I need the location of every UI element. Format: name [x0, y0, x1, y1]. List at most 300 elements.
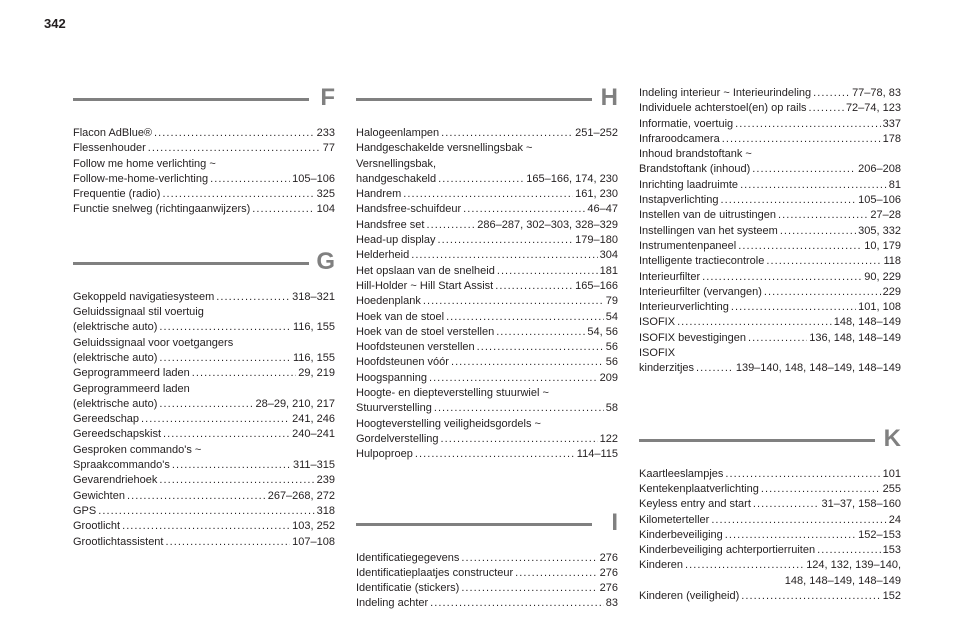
index-entry-pages: 116, 155 [292, 351, 335, 364]
index-entry-heading: Handgeschakelde versnellingsbak ~ [356, 142, 533, 155]
index-entry-heading: ISOFIX [639, 347, 676, 360]
index-entry-row [639, 132, 901, 147]
index-entry [356, 233, 618, 248]
section-letter: K [883, 424, 901, 452]
index-entry-row [639, 589, 901, 604]
index-entry [356, 141, 618, 187]
index-entry [356, 551, 618, 566]
index-column-1 [73, 84, 335, 550]
index-entry-term: Flacon AdBlue® [73, 127, 153, 139]
index-entry [73, 366, 335, 381]
dot-leader [98, 504, 314, 519]
index-entry [639, 482, 901, 497]
index-entry-row [356, 401, 618, 416]
dot-leader [496, 325, 585, 340]
index-entry-term: Informatie, voertuig [639, 117, 734, 130]
section-divider [356, 523, 592, 526]
index-entry [639, 117, 901, 132]
section-divider [73, 98, 309, 101]
dot-leader [426, 218, 475, 233]
index-entry-term: Identificatieplaatjes constructeur [356, 566, 514, 579]
index-entry-row [639, 254, 901, 269]
index-entry [356, 202, 618, 217]
dot-leader [122, 519, 290, 534]
index-entry-pages: 165–166 [575, 279, 618, 292]
dot-leader [497, 264, 598, 279]
index-entry-term: Instellen van de uitrustingen [639, 209, 776, 222]
index-entry-term: Kinderbeveiliging [639, 528, 723, 541]
section-letter: I [611, 508, 618, 536]
index-entry [73, 473, 335, 488]
dot-leader [216, 290, 290, 305]
page-number: 342 [44, 16, 66, 31]
index-entry-row [356, 279, 618, 294]
index-entry-term: Interieurverlichting [639, 301, 729, 314]
index-entry-heading: Versnellingsbak, [356, 157, 437, 170]
section-letter: G [316, 247, 335, 275]
index-entry [639, 331, 901, 346]
index-entry [356, 386, 618, 417]
index-entry [639, 208, 901, 223]
index-entry-row [73, 290, 335, 305]
index-entry-pages: 318–321 [292, 290, 335, 303]
dot-leader [748, 331, 807, 346]
dot-leader [127, 489, 266, 504]
index-entry-row [639, 239, 901, 254]
index-entry-pages: 77–78, 83 [852, 87, 901, 99]
index-entry-row [73, 458, 335, 473]
index-entry-row [73, 473, 335, 488]
dot-leader [463, 202, 585, 217]
index-entry [639, 558, 901, 589]
dot-leader [766, 254, 881, 269]
dot-leader [677, 315, 832, 330]
index-entry [73, 126, 335, 141]
dot-leader [809, 101, 844, 116]
index-entry-pages: 337 [882, 117, 901, 130]
index-entry [73, 382, 335, 413]
section-letter: F [320, 84, 335, 111]
index-entry-term: ISOFIX [639, 316, 676, 329]
dot-leader [725, 467, 880, 482]
dot-leader [159, 473, 314, 488]
index-entry [73, 157, 335, 188]
index-entry-term: Halogeenlampen [356, 127, 440, 139]
index-entry-row [356, 202, 618, 217]
dot-leader [515, 566, 597, 581]
dot-leader [696, 361, 734, 376]
dot-leader [141, 412, 290, 427]
index-entry-term: (elektrische auto) [73, 397, 158, 410]
index-entry-pages: 136, 148, 148–149 [809, 331, 901, 344]
index-entry-row [639, 558, 901, 573]
index-entry-term: Identificatiegegevens [356, 551, 460, 564]
dot-leader [192, 366, 297, 381]
index-entry-term: Instellingen van het systeem [639, 224, 778, 237]
dot-leader [735, 117, 880, 132]
index-entry-term: Handsfree-schuifdeur [356, 203, 462, 216]
dot-leader [764, 285, 881, 300]
dot-leader [438, 233, 574, 248]
index-entry-pages: 241, 246 [292, 413, 335, 426]
index-entry [356, 264, 618, 279]
section-header [73, 248, 335, 284]
index-entry-pages: 152 [882, 590, 901, 603]
index-entry-term: Gordelverstelling [356, 432, 439, 445]
index-entry-term: Kinderen [639, 559, 684, 572]
index-entry-row [73, 412, 335, 427]
index-entry-row [639, 497, 901, 512]
dot-leader [434, 401, 604, 416]
index-entry-term: handgeschakeld [356, 172, 437, 185]
dot-leader [403, 187, 573, 202]
index-entry-pages: 233 [316, 127, 335, 139]
dot-leader [162, 187, 314, 202]
index-entry-term: Hoek van de stoel verstellen [356, 325, 495, 338]
index-entry-row [73, 351, 335, 366]
index-entry-term: Brandstoftank (inhoud) [639, 163, 751, 176]
index-entry [73, 187, 335, 202]
index-entry-term: kinderzitjes [639, 362, 695, 375]
index-entry [639, 254, 901, 269]
index-entry [73, 305, 335, 336]
index-entry-term: Hoofdsteunen verstellen [356, 341, 475, 354]
index-entry-row [356, 566, 618, 581]
dot-leader [702, 270, 862, 285]
index-section [639, 425, 901, 605]
dot-leader [711, 513, 886, 528]
index-entry-row [73, 489, 335, 504]
index-entry-row [639, 331, 901, 346]
index-entry-row [73, 427, 335, 442]
dot-leader [738, 239, 862, 254]
index-entry-row [73, 320, 335, 335]
index-entry [356, 187, 618, 202]
index-entry-row [639, 285, 901, 300]
index-entry-term: Handrem [356, 188, 402, 201]
section-letter: H [600, 84, 618, 111]
index-entry [639, 270, 901, 285]
index-entry-term: Interieurfilter [639, 270, 701, 283]
dot-leader [722, 132, 881, 147]
index-entry-term: Individuele achterstoel(en) op rails [639, 102, 807, 115]
dot-leader [429, 371, 598, 386]
index-entry-pages: 209 [599, 371, 618, 384]
index-entry-pages: 56 [605, 356, 618, 369]
index-entry [639, 589, 901, 604]
index-entry [73, 141, 335, 156]
index-entry-row [73, 504, 335, 519]
index-entry-pages: 206–208 [858, 163, 901, 176]
dot-leader [817, 543, 881, 558]
dot-leader [741, 589, 880, 604]
index-entry-pages: 28–29, 210, 217 [255, 397, 335, 410]
index-entry-pages: 103, 252 [292, 520, 335, 533]
dot-leader [159, 397, 253, 412]
index-entry-term: Intelligente tractiecontrole [639, 255, 765, 268]
index-entry [356, 447, 618, 462]
index-entry [356, 294, 618, 309]
index-entry-term: Gereedschap [73, 413, 140, 426]
index-entry-row [73, 535, 335, 550]
index-entry-pages: 251–252 [575, 127, 618, 139]
dot-leader [740, 178, 887, 193]
index-entry-pages: 83 [605, 597, 618, 610]
index-entry-term: (elektrische auto) [73, 321, 158, 334]
dot-leader [813, 86, 850, 101]
dot-leader [725, 528, 856, 543]
index-entry-pages: 152–153 [858, 528, 901, 541]
index-entry-term: Interieurfilter (vervangen) [639, 285, 762, 298]
section-header [73, 84, 335, 120]
index-entry [73, 412, 335, 427]
index-entry-row [356, 218, 618, 233]
index-entry-term: Hill-Holder ~ Hill Start Assist [356, 279, 494, 292]
index-entry-term: Gekoppeld navigatiesysteem [73, 290, 215, 303]
index-entry-row [356, 596, 618, 611]
index-entry-pages: 105–106 [292, 172, 335, 185]
index-entry-pages: 276 [599, 566, 618, 579]
index-entry-row [356, 126, 618, 141]
index-entry-row [356, 264, 618, 279]
index-entry [73, 519, 335, 534]
dot-leader [163, 427, 290, 442]
index-entry-term: Identificatie (stickers) [356, 582, 460, 595]
index-entry [356, 371, 618, 386]
index-entry-pages: 148, 148–149 [833, 316, 901, 329]
index-entry-pages: 153 [882, 544, 901, 557]
index-entry-row [356, 187, 618, 202]
index-entry-row [639, 117, 901, 132]
dot-leader [154, 126, 315, 141]
index-entry-row [639, 300, 901, 315]
index-entry-pages: 286–287, 302–303, 328–329 [477, 218, 618, 231]
index-column-2 [356, 84, 618, 612]
index-entry-term: Infraroodcamera [639, 132, 720, 145]
index-entry-pages: 10, 179 [864, 239, 901, 252]
dot-leader [780, 224, 856, 239]
index-entry-pages: 90, 229 [864, 270, 901, 283]
dot-leader [461, 551, 597, 566]
index-entry-pages: 161, 230 [575, 188, 618, 201]
index-entry-pages: 139–140, 148, 148–149, 148–149 [735, 362, 901, 375]
dot-leader [778, 208, 868, 223]
section-header [356, 509, 618, 545]
index-entry-term: Grootlichtassistent [73, 535, 164, 548]
dot-leader [430, 596, 604, 611]
index-entry [356, 126, 618, 141]
index-entry-pages: 276 [599, 582, 618, 595]
dot-leader [252, 202, 314, 217]
index-entry-pages: 311–315 [292, 459, 335, 472]
index-entry-term: ISOFIX bevestigingen [639, 331, 747, 344]
dot-leader [415, 447, 575, 462]
index-entry-pages: 54, 56 [587, 325, 618, 338]
index-entry-pages: 46–47 [587, 203, 618, 216]
index-entry-term: Gewichten [73, 489, 125, 502]
index-entry-row [73, 397, 335, 412]
index-entry [639, 101, 901, 116]
dot-leader [148, 141, 321, 156]
dot-leader [411, 248, 597, 263]
dot-leader [461, 581, 597, 596]
index-entry-term: Handsfree set [356, 218, 425, 231]
index-entry-term: Kaartleeslampjes [639, 467, 724, 480]
index-entry-row [639, 193, 901, 208]
index-entry-term: Hoedenplank [356, 295, 421, 308]
dot-leader [441, 126, 573, 141]
index-entry-pages: 240–241 [292, 428, 335, 441]
index-entry-heading: Hoogte- en diepteverstelling stuurwiel ~ [356, 387, 549, 400]
index-entry-pages: 105–106 [858, 194, 901, 207]
index-entry-row [639, 482, 901, 497]
dot-leader [685, 558, 804, 573]
dot-leader [721, 193, 857, 208]
index-entry-term: Kilometerteller [639, 513, 710, 526]
index-entry-pages: 255 [882, 482, 901, 495]
index-entry [639, 497, 901, 512]
index-entry-row [639, 270, 901, 285]
index-entry-term: Hoek van de stoel [356, 310, 445, 323]
index-entry [356, 596, 618, 611]
index-entry-pages: 118 [883, 255, 901, 268]
index-entry-term: Indeling interieur ~ Interieurindeling [639, 87, 812, 99]
index-entry-term: (elektrische auto) [73, 351, 158, 364]
index-entry-pages: 318 [316, 504, 335, 517]
index-entry-row [356, 581, 618, 596]
index-entry-pages: 107–108 [292, 535, 335, 548]
dot-leader [451, 355, 604, 370]
index-entry-term: Hoogspanning [356, 371, 427, 384]
index-entry-pages: 305, 332 [858, 224, 901, 237]
dot-leader [423, 294, 604, 309]
index-entry-row [639, 543, 901, 558]
dot-leader [477, 340, 604, 355]
index-entry-pages: 179–180 [575, 234, 618, 247]
index-entry-pages: 239 [316, 474, 335, 487]
index-entry-row [356, 355, 618, 370]
index-entry-pages: 24 [888, 513, 901, 526]
index-entry [356, 566, 618, 581]
index-entry-row [356, 371, 618, 386]
index-entry [73, 489, 335, 504]
index-entry [639, 132, 901, 147]
index-entry [73, 336, 335, 367]
index-entry-row [73, 187, 335, 202]
dot-leader [441, 432, 598, 447]
index-entry-term: Flessenhouder [73, 142, 146, 155]
index-entry-term: Geprogrammeerd laden [73, 367, 190, 380]
index-entry [356, 340, 618, 355]
index-entry [639, 300, 901, 315]
index-entry [639, 285, 901, 300]
dot-leader [446, 310, 604, 325]
index-entry-pages: 29, 219 [298, 367, 335, 380]
index-entry-row [356, 310, 618, 325]
index-entry-heading: Geprogrammeerd laden [73, 382, 190, 395]
index-entry-term: Hulpoproep [356, 448, 413, 461]
index-entry [639, 467, 901, 482]
index-entry [639, 346, 901, 377]
dot-leader [761, 482, 881, 497]
index-entry-term: Helderheid [356, 249, 410, 262]
index-entry-term: Instapverlichting [639, 194, 719, 207]
index-entry-pages: 276 [599, 551, 618, 564]
index-entry-term: Spraakcommando's [73, 459, 170, 472]
index-entry-term: Instrumentenpaneel [639, 239, 737, 252]
index-entry-row [639, 101, 901, 116]
index-entry-term: Frequentie (radio) [73, 188, 161, 201]
index-entry [639, 239, 901, 254]
index-entry-pages: 56 [605, 341, 618, 354]
dot-leader [495, 279, 573, 294]
index-entry [639, 528, 901, 543]
index-entry-row [639, 208, 901, 223]
index-entry-row [356, 432, 618, 447]
index-entry-pages: 79 [605, 295, 618, 308]
section-divider [73, 262, 309, 265]
index-entry-row [639, 315, 901, 330]
index-entry-pages: 165–166, 174, 230 [526, 172, 618, 185]
index-entry-row [356, 294, 618, 309]
dot-leader [210, 172, 290, 187]
index-section [73, 248, 335, 550]
index-entry-pages: 122 [599, 432, 618, 445]
index-entry [356, 417, 618, 448]
index-entry-term: Follow-me-home-verlichting [73, 172, 209, 185]
index-entry-pages: 54 [605, 310, 618, 323]
index-entry-term: Gevarendriehoek [73, 474, 158, 487]
index-entry-term: Inrichting laadruimte [639, 178, 739, 191]
index-entry-pages: 116, 155 [292, 321, 335, 334]
index-entry-term: Grootlicht [73, 520, 121, 533]
dot-leader [165, 535, 290, 550]
index-entry-pages: 81 [888, 178, 901, 191]
index-entry [639, 86, 901, 101]
index-entry-row [639, 528, 901, 543]
index-entry-row [73, 141, 335, 156]
index-entry-term: Indeling achter [356, 597, 429, 610]
index-entry-pages: 181 [599, 264, 618, 277]
index-entry-pages: 325 [316, 188, 335, 201]
index-entry-row [73, 366, 335, 381]
index-entry-row [356, 340, 618, 355]
index-entry-term: Keyless entry and start [639, 498, 751, 511]
index-section [356, 84, 618, 463]
index-section [356, 509, 618, 612]
index-entry [639, 224, 901, 239]
index-entry-pages-continued: 148, 148–149, 148–149 [784, 574, 901, 587]
index-entry-heading: Follow me home verlichting ~ [73, 157, 216, 170]
index-entry-term: Head-up display [356, 234, 436, 247]
index-entry-term: Kinderbeveiliging achterportierruiten [639, 544, 816, 557]
index-entry-term: Het opslaan van de snelheid [356, 264, 495, 277]
index-entry-term: Stuurverstelling [356, 402, 432, 415]
index-entry-row [639, 224, 901, 239]
index-entry-term: Kinderen (veiligheid) [639, 590, 740, 603]
section-header [356, 84, 618, 120]
index-entry [356, 218, 618, 233]
index-entry-term: Kentekenplaatverlichting [639, 482, 759, 495]
index-entry [356, 310, 618, 325]
index-entry-pages: 31–37, 158–160 [821, 498, 901, 511]
index-entry-pages: 77 [322, 142, 335, 155]
index-entry-row [639, 361, 901, 376]
index-entry-row [356, 447, 618, 462]
index-entry-row [356, 172, 618, 187]
index-entry [73, 202, 335, 217]
index-entry-heading: Geluidssignaal voor voetgangers [73, 336, 234, 349]
